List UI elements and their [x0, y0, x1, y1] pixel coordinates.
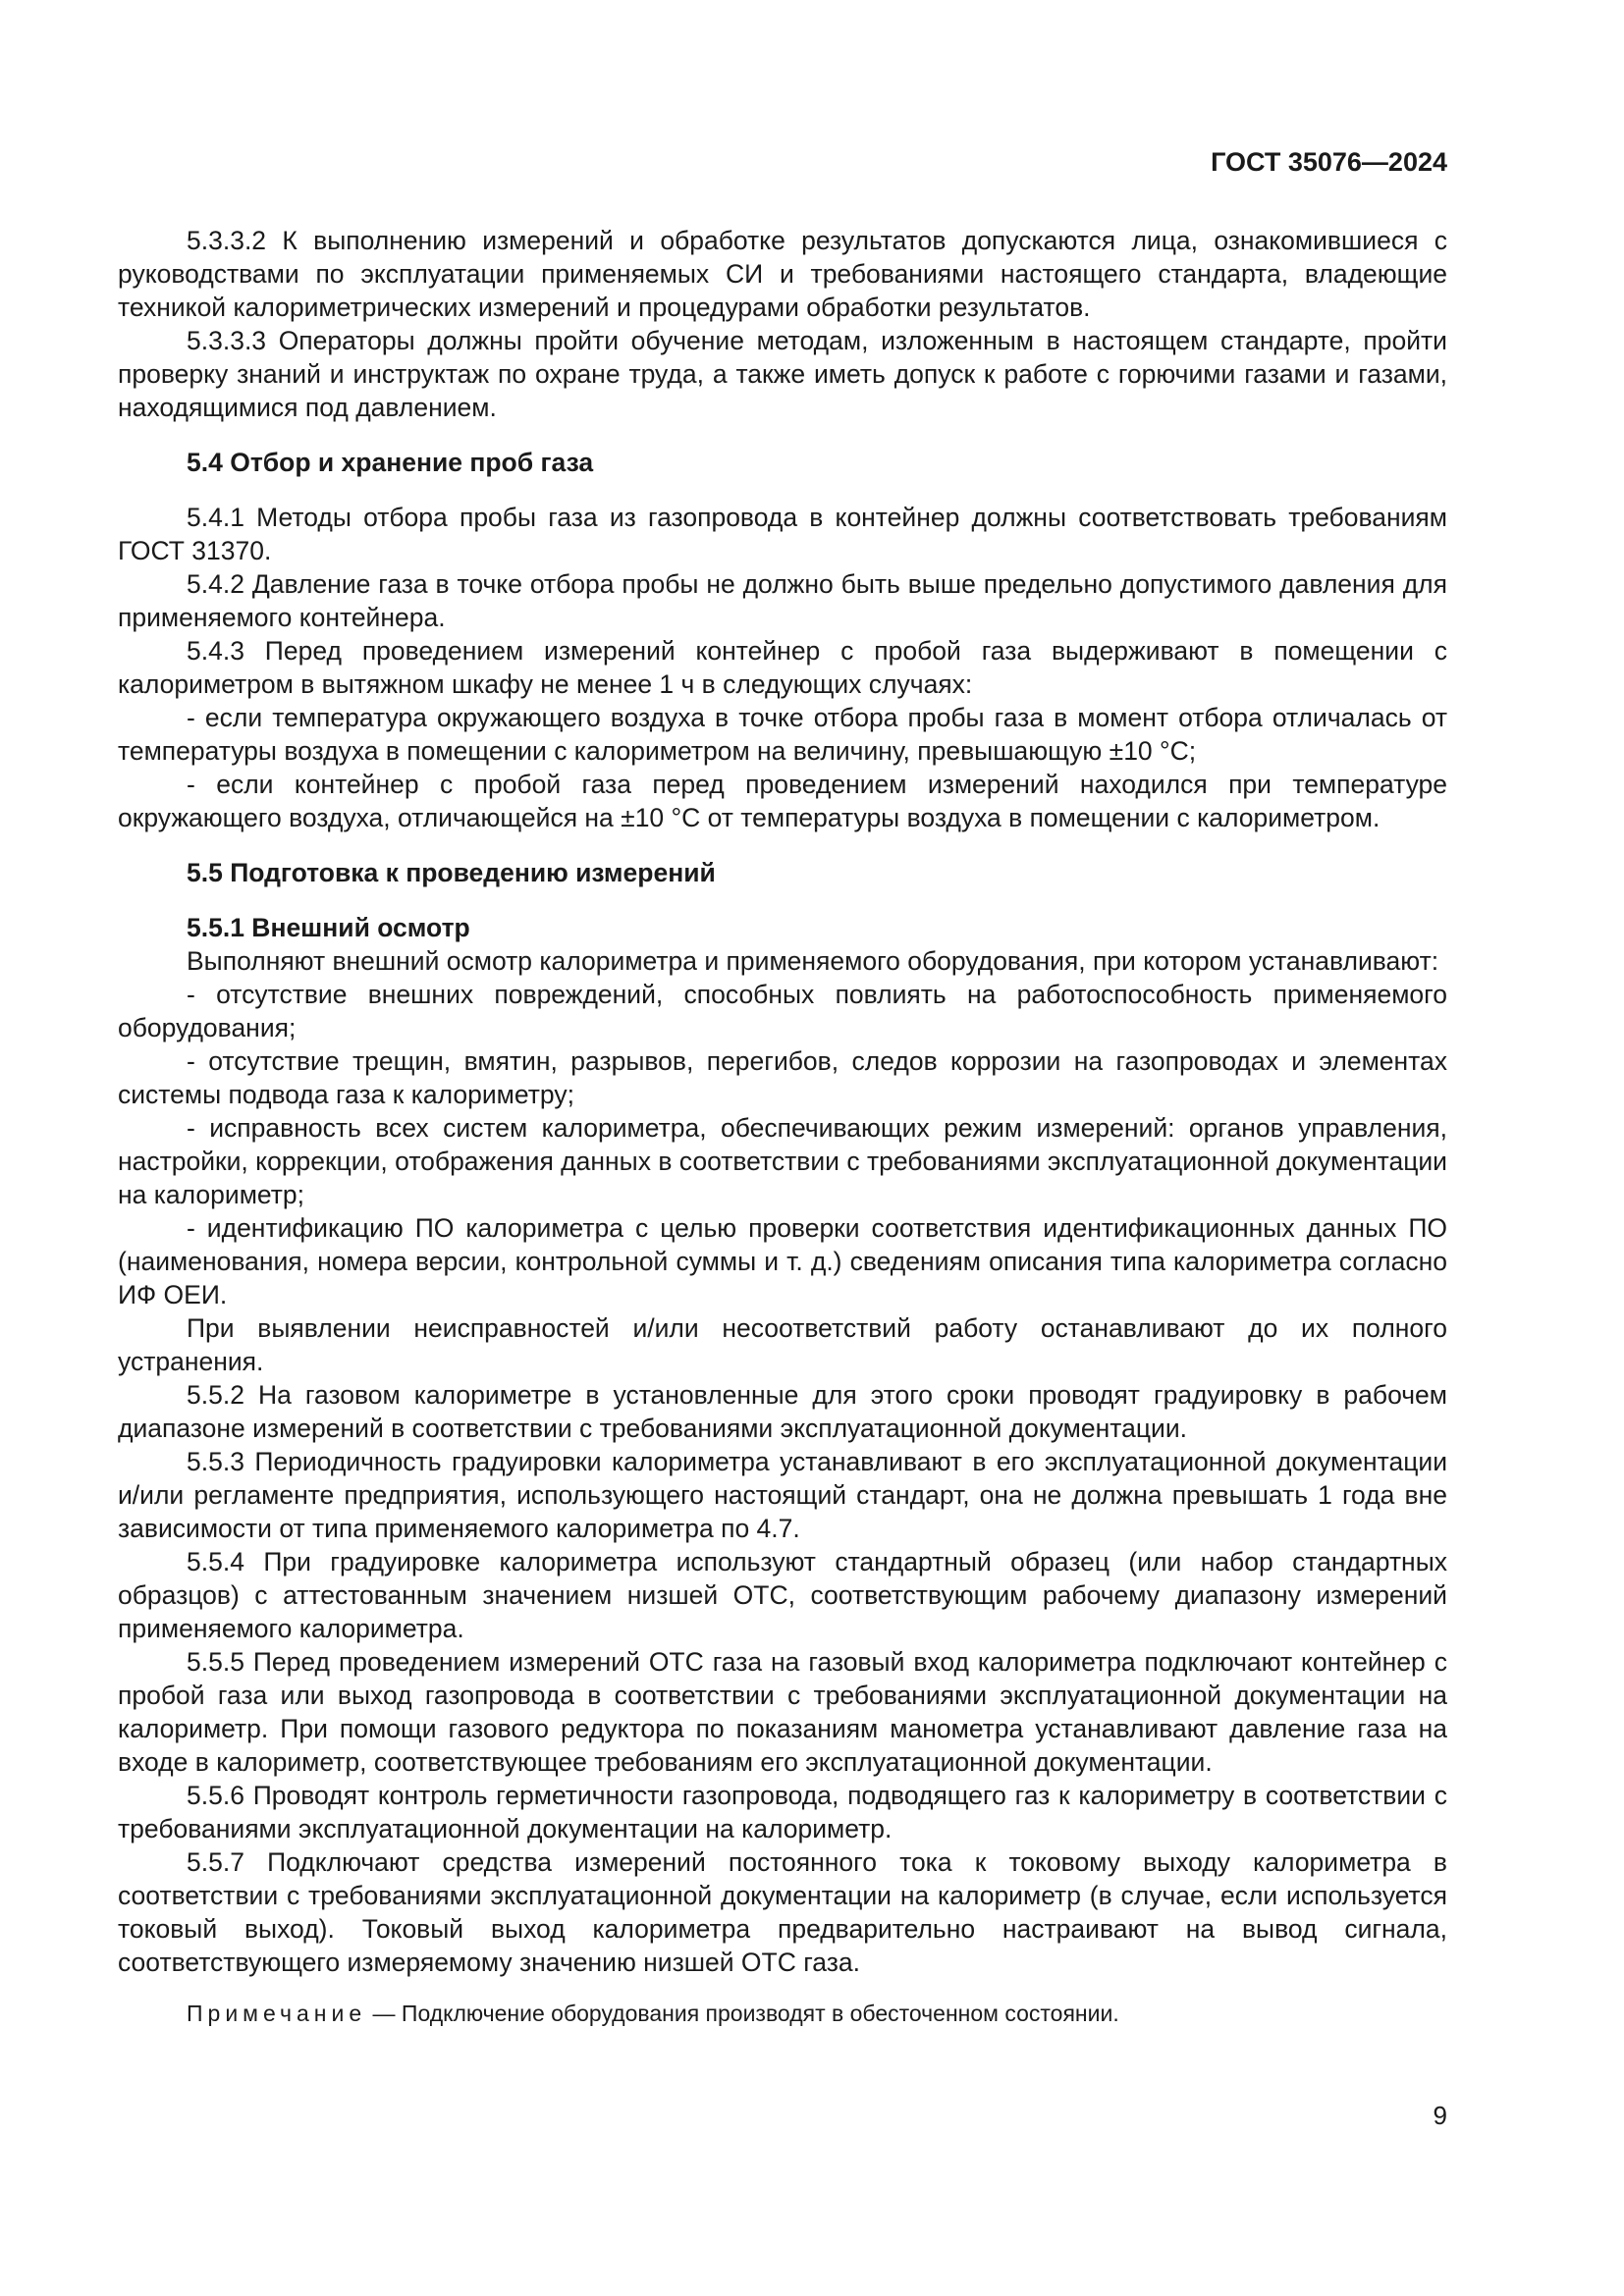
note-text: — Подключение оборудования производят в обесточенном состоянии.	[366, 2001, 1119, 2026]
paragraph-5-4-1: 5.4.1 Методы отбора пробы газа из газопровода в контейнер должны соответствовать требованиям ГОСТ 31370.	[118, 503, 1447, 565]
document-header: ГОСТ 35076—2024	[1211, 147, 1447, 177]
list-item-5-4-3-b: - если контейнер с пробой газа перед проведением измерений находился при температуре окружающего воздуха, отличающейся на ±10 °С от температуры воздуха в помещении с калориметром.	[118, 770, 1447, 832]
paragraph-5-3-3-2: 5.3.3.2 К выполнению измерений и обработке результатов допускаются лица, ознакомившиеся с руководствами по эксплуатации применяемых СИ и требованиями настоящего стандарта, владеющие техникой калориметрических измерений и процедурами обработки результатов.	[118, 226, 1447, 322]
paragraph-5-5-2: 5.5.2 На газовом калориметре в установленные для этого сроки проводят градуировку в рабочем диапазоне измерений в соответствии с требованиями эксплуатационной документации.	[118, 1380, 1447, 1443]
section-title-5-5: 5.5 Подготовка к проведению измерений	[187, 858, 716, 887]
list-item-inspection-2: - отсутствие трещин, вмятин, разрывов, перегибов, следов коррозии на газопроводах и элементах системы подвода газа к калориметру;	[118, 1046, 1447, 1109]
list-item-inspection-4: - идентификацию ПО калориметра с целью проверки соответствия идентификационных данных ПО (наименования, номера версии, контрольной суммы и т. д.) сведениям описания типа калориметра согласно ИФ ОЕИ.	[118, 1213, 1447, 1309]
list-item-inspection-1: - отсутствие внешних повреждений, способных повлиять на работоспособность применяемого оборудования;	[118, 980, 1447, 1042]
list-item-5-4-3-a: - если температура окружающего воздуха в точке отбора пробы газа в момент отбора отличалась от температуры воздуха в помещении с калориметром на величину, превышающую ±10 °С;	[118, 703, 1447, 766]
paragraph-5-5-4: 5.5.4 При градуировке калориметра используют стандартный образец (или набор стандартных образцов) с аттестованным значением низшей ОТС, соответствующим рабочему диапазону измерений применяемого калориметра.	[118, 1547, 1447, 1643]
subsection-title-5-5-1: 5.5.1 Внешний осмотр	[187, 913, 470, 942]
paragraph-inspection-intro: Выполняют внешний осмотр калориметра и применяемого оборудования, при котором устанавливают:	[187, 946, 1439, 976]
paragraph-5-3-3-3: 5.3.3.3 Операторы должны пройти обучение методам, изложенным в настоящем стандарте, пройти проверку знаний и инструктаж по охране труда, а также иметь допуск к работе с горючими газами и газами, находящимися под давлением.	[118, 326, 1447, 422]
paragraph-5-4-3: 5.4.3 Перед проведением измерений контейнер с пробой газа выдерживают в помещении с калориметром в вытяжном шкафу не менее 1 ч в следующих случаях:	[118, 636, 1447, 699]
note-label: Примечание	[187, 2001, 367, 2026]
paragraph-5-5-7: 5.5.7 Подключают средства измерений постоянного тока к токовому выходу калориметра в соответствии с требованиями эксплуатационной документации на калориметр (в случае, если используется токовый выход). Токовый выход калориметра предварительно настраивают на вывод сигнала, соответствующего измеряемому значению низшей ОТС газа.	[118, 1847, 1447, 1977]
paragraph-5-5-6: 5.5.6 Проводят контроль герметичности газопровода, подводящего газ к калориметру в соответствии с требованиями эксплуатационной документации на калориметр.	[118, 1781, 1447, 1843]
note	[118, 1997, 1447, 2030]
list-item-inspection-3: - исправность всех систем калориметра, обеспечивающих режим измерений: органов управления, настройки, коррекции, отображения данных в соответствии с требованиями эксплуатационной документации на калориметр;	[118, 1113, 1447, 1209]
paragraph-5-4-2: 5.4.2 Давление газа в точке отбора пробы не должно быть выше предельно допустимого давления для применяемого контейнера.	[118, 569, 1447, 632]
document-body	[118, 224, 1447, 2030]
page-number: 9	[1433, 2101, 1447, 2130]
paragraph-5-5-3: 5.5.3 Периодичность градуировки калориметра устанавливают в его эксплуатационной документации и/или регламенте предприятия, использующего настоящий стандарт, она не должна превышать 1 года вне зависимости от типа применяемого калориметра по 4.7.	[118, 1447, 1447, 1543]
paragraph-inspection-faults: При выявлении неисправностей и/или несоответствий работу останавливают до их полного устранения.	[118, 1313, 1447, 1376]
paragraph-5-5-5: 5.5.5 Перед проведением измерений ОТС газа на газовый вход калориметра подключают контейнер с пробой газа или выход газопровода в соответствии с требованиями эксплуатационной документации на калориметр. При помощи газового редуктора по показаниям манометра устанавливают давление газа на входе в калориметр, соответствующее требованиям его эксплуатационной документации.	[118, 1647, 1447, 1777]
section-title-5-4: 5.4 Отбор и хранение проб газа	[187, 448, 594, 477]
